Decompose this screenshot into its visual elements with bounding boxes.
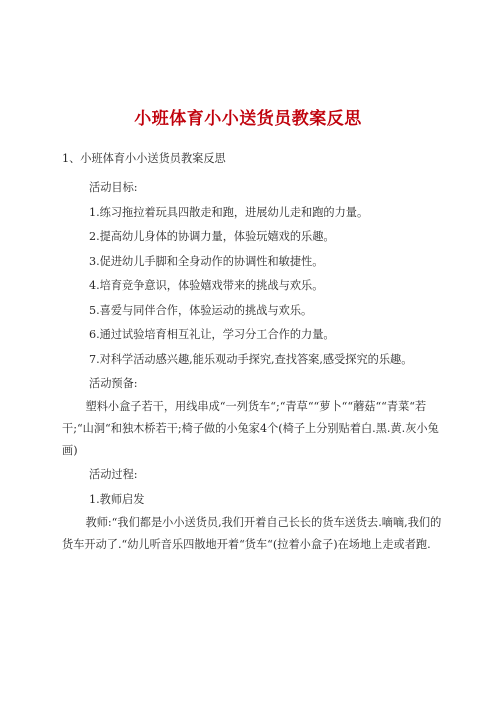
goals-heading: 活动目标: <box>89 181 138 194</box>
goal-item-6: 6.通过试验培育相互礼让，学习分工合作的力量。 <box>89 328 335 341</box>
goal-item-5: 5.喜爱与同伴合作，体验运动的挑战与欢乐。 <box>89 304 313 317</box>
prep-heading: 活动预备: <box>89 377 138 390</box>
section-heading: 1、小班体育小小送货员教案反思 <box>62 152 226 165</box>
goal-item-3: 3.促进幼儿手脚和全身动作的协调性和敏捷性。 <box>89 255 324 268</box>
step1-heading: 1.教师启发 <box>89 493 145 506</box>
goal-item-4: 4.培育竞争意识，体验嬉戏带来的挑战与欢乐。 <box>89 279 324 292</box>
document-title: 小班体育小小送货员教案反思 <box>134 109 362 129</box>
goal-item-7: 7.对科学活动感兴趣,能乐观动手探究,查找答案,感受探究的乐趣。 <box>89 353 413 366</box>
goal-item-2: 2.提高幼儿身体的协调力量，体验玩嬉戏的乐趣。 <box>89 230 335 243</box>
process-heading: 活动过程: <box>89 468 138 481</box>
goal-item-1: 1.练习拖拉着玩具四散走和跑，进展幼儿走和跑的力量。 <box>89 206 369 219</box>
step1-paragraph: 教师:“我们都是小小送货员,我们开着自己长长的货车送货去.嘀嘀,我们的货车开动了.“幼儿听音乐四散地开着“货车“(拉着小盒子)在场地上走或者跑. <box>62 516 442 551</box>
prep-paragraph: 塑料小盒子若干，用线串成“一列货车“;“青草““萝卜““蘑菇““青菜“若干;“山洞“和独木桥若干;椅子做的小兔家4个(椅子上分别贴着白.黑.黄.灰小兔画) <box>62 400 439 457</box>
